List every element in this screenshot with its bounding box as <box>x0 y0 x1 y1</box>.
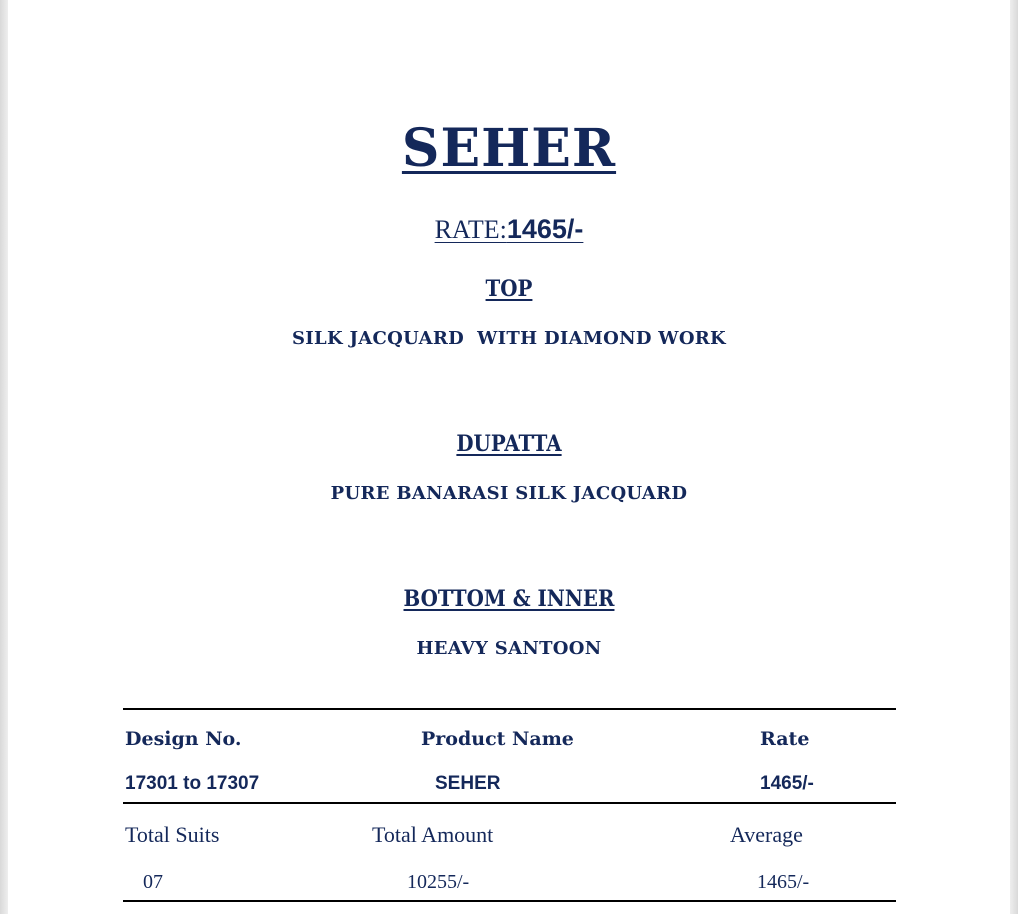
header-average: Average <box>730 822 803 847</box>
table-rule-top <box>123 708 896 710</box>
header-total-suits: Total Suits <box>125 822 220 847</box>
section-heading-dupatta: DUPATTA <box>456 431 562 457</box>
section-heading-top: TOP <box>485 276 533 302</box>
value-average: 1465/- <box>757 871 810 893</box>
header-design-no: Design No. <box>125 728 242 750</box>
section-text-top: SILK JACQUARD WITH DIAMOND WORK <box>291 328 726 349</box>
viewer-right-edge <box>1010 0 1018 914</box>
rate-line <box>8 214 1010 245</box>
section-text-bottom-inner: HEAVY SANTOON <box>416 638 602 659</box>
document-page <box>8 0 1010 914</box>
rate-value: 1465/- <box>506 214 584 244</box>
section-text-dupatta: PURE BANARASI SILK JACQUARD <box>330 483 688 504</box>
section-heading-bottom-inner: BOTTOM & INNER <box>403 586 615 612</box>
document-title: SEHER <box>401 118 617 179</box>
header-rate: Rate <box>760 728 810 750</box>
value-design-no: 17301 to 17307 <box>125 773 260 794</box>
header-product-name: Product Name <box>421 728 574 750</box>
value-total-amount: 10255/- <box>407 871 470 893</box>
header-total-amount: Total Amount <box>372 822 494 847</box>
value-rate: 1465/- <box>760 773 814 794</box>
value-product-name: SEHER <box>435 773 501 794</box>
table-rule-middle <box>123 802 896 804</box>
value-total-suits: 07 <box>143 871 163 893</box>
table-rule-bottom <box>123 900 896 902</box>
rate-label: RATE: <box>434 215 507 244</box>
viewer-left-edge <box>0 0 8 914</box>
